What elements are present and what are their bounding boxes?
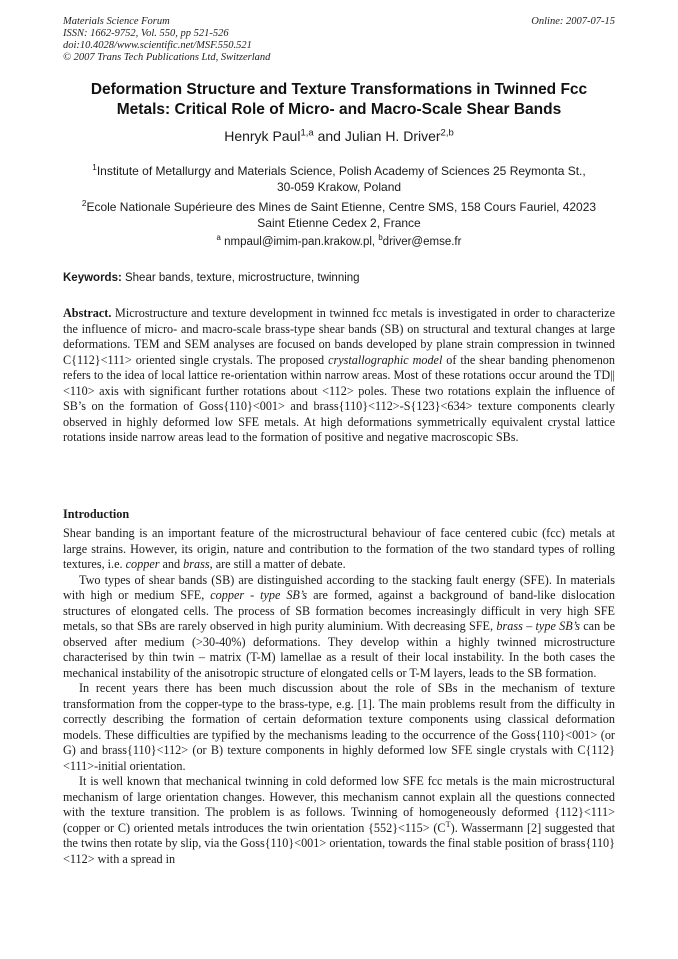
abstract-italic-term: crystallographic model bbox=[328, 352, 443, 367]
intro-p2-brass-sb: brass – type SB’s bbox=[496, 619, 580, 633]
keywords-label: Keywords: bbox=[63, 272, 122, 284]
abstract-label: Abstract. bbox=[63, 306, 112, 320]
keywords bbox=[63, 271, 615, 286]
section-heading-introduction: Introduction bbox=[63, 507, 130, 521]
intro-p2-text-c: can be observed after medium (>30-40%) deformations. They develop within a highly twinned microstructure characterised by thin twin – matrix (T-M) lamellae as a result of their local instability. In the both cases the mechanical instability of the anisotropic structure of elongated cells or T-M layers, leads to the SB formation. bbox=[63, 619, 616, 680]
affiliation-2 bbox=[63, 199, 615, 231]
author-driver: Julian H. Driver bbox=[344, 128, 441, 144]
introduction-body bbox=[63, 526, 615, 867]
intro-p2-copper-sb: copper - type SB’s bbox=[210, 588, 308, 602]
issn-line: ISSN: 1662-9752, Vol. 550, pp 521-526 bbox=[63, 28, 229, 39]
email-mark-a: a bbox=[216, 233, 221, 243]
abstract-text-2: of the shear banding phenomenon refers to the idea of local lattice re-orientation within narrow areas. Most of these rotations occur around the TD||<110> axis with significant further rotations about <112> poles. These two rotations explain the influence of SB’s on the formation of Goss{110}<001> and brass{110}<112>-S{123}<634> texture components clearly observed in highly deformed low SFE metals. At high deformations symmetrically equivalent crystal lattice rotations inside narrow areas lead to the formation of positive and negative macroscopic SBs. bbox=[63, 352, 615, 444]
journal-name: Materials Science Forum bbox=[63, 16, 170, 27]
affiliation-1-line-1: Institute of Metallurgy and Materials Science, Polish Academy of Sciences 25 Reymonta St., bbox=[96, 164, 586, 178]
abstract bbox=[63, 306, 615, 446]
intro-p4-text-b: ). Wassermann [2] suggested that the twins then rotate by slip, via the Goss{110}<001> orientation, towards the final stable position of brass{110}<112> with a spread in bbox=[63, 820, 616, 866]
author-driver-affil: 2,b bbox=[440, 127, 454, 139]
intro-paragraph-4 bbox=[63, 774, 615, 867]
intro-paragraph-3: In recent years there has been much discussion about the role of SBs in the mechanism of texture transformation from the copper-type to the brass-type, e.g. [1]. The main problems result from the difficulty in correctly describing the formation of certain deformation texture components using classical deformation models. These difficulties are typified by the mechanisms leading to the occurrence of the Goss{110}<001> (or G) and brass{110}<112> (or B) texture components in highly deformed low SFE single crystals with C{112}<111>-initial orientation. bbox=[63, 681, 615, 773]
email-paul: nmpaul@imim-pan.krakow.pl, bbox=[220, 236, 379, 248]
email-line bbox=[63, 235, 615, 250]
intro-p4-superscript: T bbox=[445, 819, 451, 829]
author-separator: and bbox=[313, 128, 345, 144]
publication-info bbox=[63, 16, 270, 64]
paper-title bbox=[63, 80, 615, 119]
affiliation-2-mark: 2 bbox=[81, 199, 87, 208]
email-mark-b: b bbox=[378, 233, 383, 243]
title-line-1: Deformation Structure and Texture Transformations in Twinned Fcc bbox=[90, 81, 588, 98]
author-list bbox=[63, 127, 615, 145]
intro-paragraph-1 bbox=[63, 526, 615, 573]
intro-p1-text-b: , are still a matter of debate. bbox=[209, 557, 346, 571]
affiliation-2-line-1: Ecole Nationale Supérieure des Mines de Saint Etienne, Centre SMS, 158 Cours Fauriel, 42023 bbox=[86, 200, 597, 214]
copyright-line: © 2007 Trans Tech Publications Ltd, Switzerland bbox=[63, 52, 271, 63]
author-paul: Henryk Paul bbox=[224, 128, 301, 144]
affiliation-1-mark: 1 bbox=[92, 163, 97, 172]
online-date-text: Online: 2007-07-15 bbox=[531, 16, 615, 27]
intro-p2-text-a: Two types of shear bands (SB) are distinguished according to the stacking fault energy (SFE). In materials with high or medium SFE, bbox=[63, 572, 615, 602]
intro-paragraph-2 bbox=[63, 573, 615, 682]
intro-p1-text-a: Shear banding is an important feature of the microstructural behaviour of face centered cubic (fcc) metals at large strains. However, its origin, nature and contribution to the formation of the two standard types of rolling textures, i.e. bbox=[63, 526, 615, 571]
online-date bbox=[531, 16, 615, 28]
intro-p1-and: and bbox=[159, 557, 184, 571]
intro-p1-brass: brass bbox=[183, 557, 210, 571]
intro-p4-text-a: It is well known that mechanical twinning in cold deformed low SFE fcc metals is the main microstructural mechanism of large orientation changes. However, this mechanism cannot explain all the questions connected with the texture transition. The problem is as follows. Twinning of homogeneously deformed {112}<111> (copper or C) oriented metals introduces the twin orientation {552}<115> (C bbox=[63, 774, 615, 835]
intro-p1-copper: copper bbox=[125, 557, 160, 571]
author-paul-affil: 1,a bbox=[300, 127, 314, 139]
affiliation-2-line-2: Saint Etienne Cedex 2, France bbox=[257, 216, 421, 230]
keywords-text: Shear bands, texture, microstructure, twinning bbox=[121, 272, 360, 284]
affiliation-1-line-2: 30-059 Krakow, Poland bbox=[276, 180, 402, 194]
abstract-text-1: Microstructure and texture development in twinned fcc metals is investigated in order to characterize the influence of micro- and macro-scale brass-type shear bands (SB) on structural and textural changes at large deformations. TEM and SEM analyses are focused on bands developed by plane strain compression in twinned C{112}<111> oriented single crystals. The proposed bbox=[63, 306, 615, 367]
doi-line: doi:10.4028/www.scientific.net/MSF.550.521 bbox=[63, 40, 252, 51]
title-line-2: Metals: Critical Role of Micro- and Macro-Scale Shear Bands bbox=[116, 100, 562, 118]
intro-p2-text-b: are formed, against a background of band-like dislocation structures of elongated cells. The process of SB formation becomes increasingly difficult in very high SFE metals, so that SBs are rarely observed in high purity aluminium. With decreasing SFE, bbox=[63, 588, 615, 633]
email-driver: driver@emse.fr bbox=[382, 236, 462, 248]
affiliation-1 bbox=[63, 163, 615, 195]
